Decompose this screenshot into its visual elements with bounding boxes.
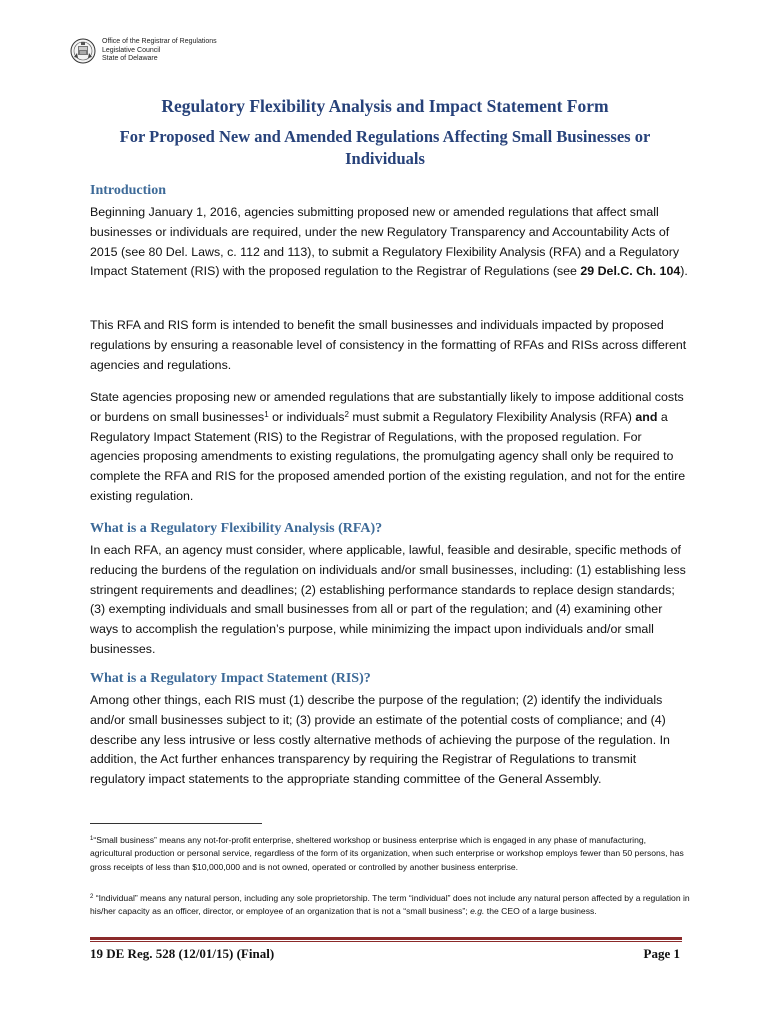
agency-name: Office of the Registrar of Regulations	[102, 38, 217, 45]
footer-rule-thin	[90, 941, 682, 942]
agency-state: State of Delaware	[102, 55, 158, 62]
footnote-1-text: “Small business” means any not-for-profit enterprise, sheltered workshop or business enterprise which is engaged in any phase of manufacturing, agricultural production or personal service, regardless of the form of its organization, when such enterprise or workshop employs fewer than 50 persons, has gross receipts of less than $10,000,000 and is not owned, operated or controlled by another business enterprise.	[90, 835, 684, 872]
footnote-separator	[90, 823, 262, 824]
intro-p3-c: must submit a Regulatory Flexibility Analysis (RFA)	[348, 409, 636, 424]
rfa-paragraph: In each RFA, an agency must consider, where applicable, lawful, feasible and desirable, specific methods of reducing the burdens of the regulation on individuals and/or small businesses, including: (1) establishing less stringent requirements and deadlines; (2) establishing performance standards to replace design standards; (3) exempting individuals and small businesses from all or part of the regulation; and (4) examining other ways to accomplish the regulation’s purpose, while minimizing the impact upon individuals and/or small businesses.	[90, 543, 686, 656]
agency-council: Legislative Council	[102, 46, 161, 54]
intro-p1-end: ).	[680, 264, 688, 279]
ris-paragraph: Among other things, each RIS must (1) describe the purpose of the regulation; (2) identify the individuals and/or small businesses subject to it; (3) provide an estimate of the potential costs of compliance; and (4) describe any less intrusive or less costly alternative methods of achieving the purpose of the regulation. In addition, the Act further enhances transparency by requiring the Registrar of Regulations to transmit regulatory impact statements to the appropriate standing committee of the General Assembly.	[90, 693, 670, 787]
introduction-paragraph-1	[90, 203, 690, 282]
rfa-heading: What is a Regulatory Flexibility Analysis (RFA)?	[90, 521, 383, 536]
page-number: Page 1	[643, 946, 680, 961]
intro-p3-b: or individuals	[268, 409, 345, 424]
footnote-2-text-a: “Individual” means any natural person, including any sole proprietorship. The term “individual” does not include any natural person affected by a regulation in his/her capacity as an officer, director, or employee of an organization that is not a “small business”;	[90, 893, 690, 917]
footnote-1-number: 1	[90, 836, 94, 842]
letterhead	[70, 36, 217, 66]
footer-rule	[90, 937, 682, 940]
footnote-2-eg: e.g.	[470, 906, 485, 917]
introduction-heading: Introduction	[90, 183, 166, 198]
footer-citation: 19 DE Reg. 528 (12/01/15) (Final)	[90, 946, 275, 961]
footnote-2-number: 2	[90, 894, 94, 900]
intro-p3-d: a Regulatory Impact Statement (RIS) to the Registrar of Regulations, with the proposed regulation. For agencies proposing amendments to existing regulations, the promulgating agency shall only be required to complete the RFA and RIS for the proposed amended portion of the existing regulation, and not for the entire existing regulation.	[90, 409, 686, 503]
intro-p1-text: Beginning January 1, 2016, agencies submitting proposed new or amended regulations that affect small businesses or individuals are required, under the new Regulatory Transparency and Accountability Acts of 2015 (see 80 Del. Laws, c. 112 and 113), to submit a Regulatory Flexibility Analysis (RFA) and a Regulatory Impact Statement (RIS) with the proposed regulation to the Registrar of Regulations (see	[90, 205, 680, 279]
page-title: Regulatory Flexibility Analysis and Impact Statement Form	[161, 96, 609, 116]
delaware-seal-icon	[70, 36, 96, 66]
footnote-2	[90, 892, 690, 919]
ris-heading: What is a Regulatory Impact Statement (RIS)?	[90, 671, 371, 686]
statute-citation: 29 Del.C. Ch. 104	[580, 264, 681, 279]
footnote-2-text-b: the CEO of a large business.	[484, 906, 597, 917]
page-subtitle: For Proposed New and Amended Regulations Affecting Small Businesses or Individuals	[119, 127, 651, 168]
intro-p3-a: State agencies proposing new or amended regulations that are substantially likely to impose additional costs or burdens on small businesses	[90, 390, 684, 424]
introduction-paragraph-3	[90, 388, 690, 507]
footnote-ref-1[interactable]: 1	[264, 409, 269, 419]
emphasis-and: and	[635, 409, 658, 424]
footnote-1	[90, 834, 690, 874]
footnote-ref-2[interactable]: 2	[344, 409, 349, 419]
introduction-paragraph-2: This RFA and RIS form is intended to benefit the small businesses and individuals impacted by proposed regulations by ensuring a reasonable level of consistency in the formatting of RFAs and RISs across different agencies and regulations.	[90, 318, 687, 372]
